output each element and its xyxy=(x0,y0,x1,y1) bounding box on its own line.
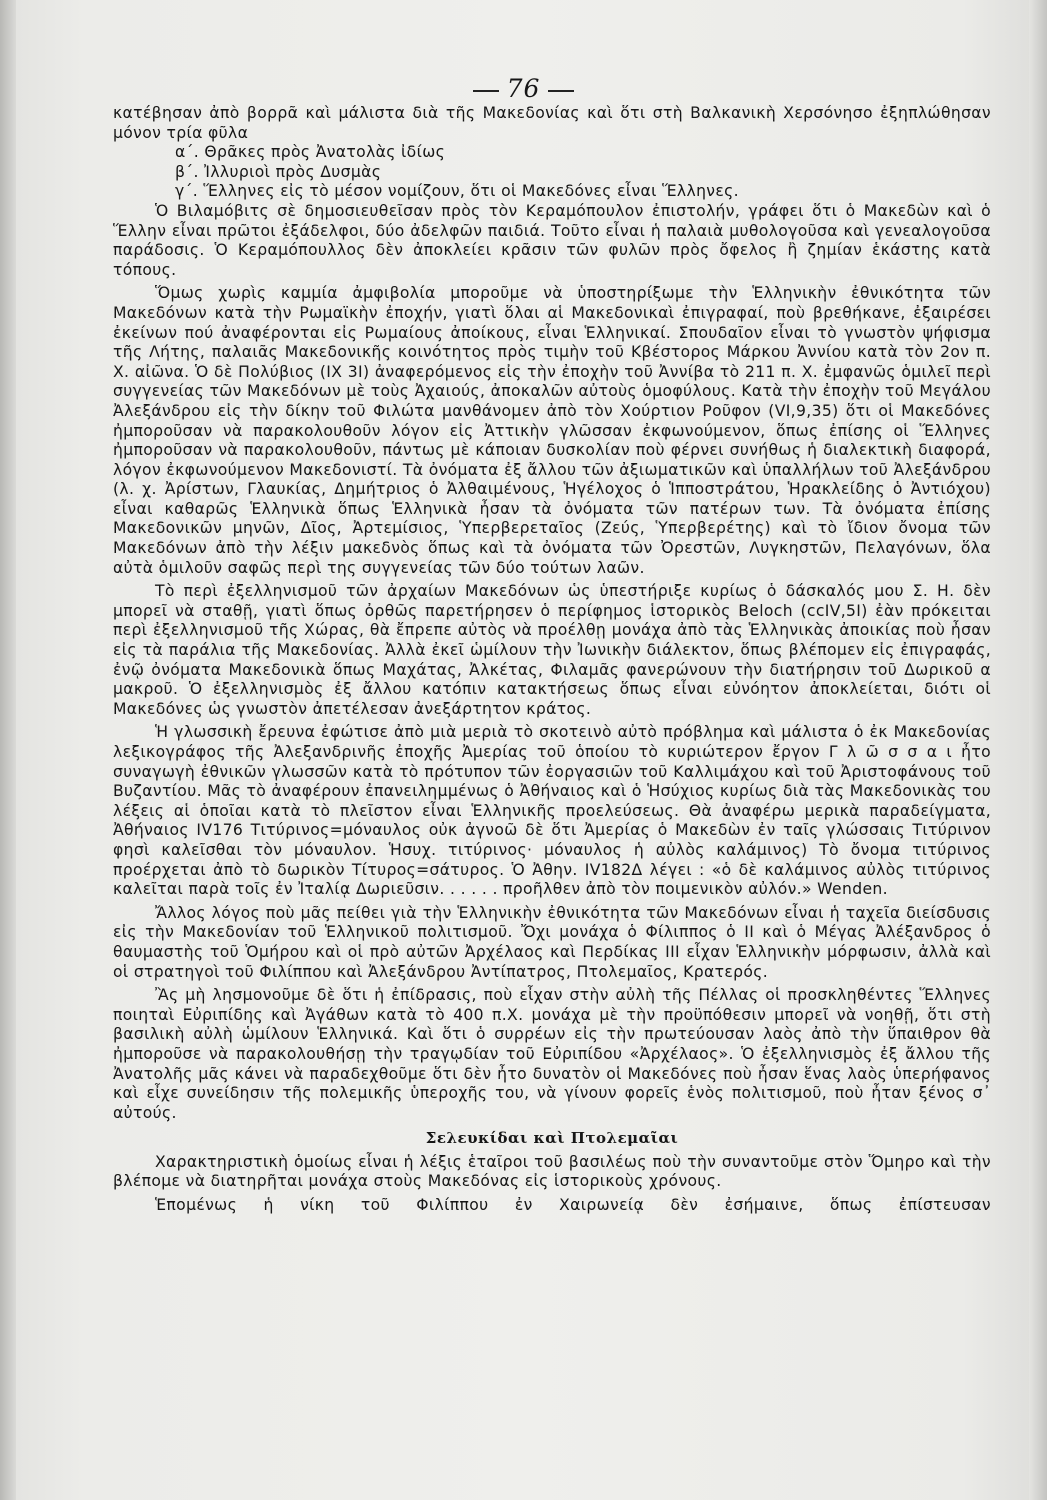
paragraph-greek-culture: Ἄλλος λόγος ποὺ μᾶς πείθει γιὰ τὴν Ἑλληνικὴν ἐθνικότητα τῶν Μακεδόνων εἶναι ἡ ταχεῖα διείσδυσις εἰς τὴν Μακεδονίαν τοῦ Ἑλληνικοῦ πολιτισμοῦ. Ὄχι μονάχα ὁ Φίλιππος ὁ ΙΙ καὶ ὁ Μέγας Ἀλέξανδρος ὁ θαυμαστὴς τοῦ Ὁμήρου καὶ οἱ πρὸ αὐτῶν Ἀρχέλαος καὶ Περδίκας ΙΙΙ εἶχαν Ἑλληνικὴν μόρφωσιν, ἀλλὰ καὶ οἱ στρατηγοὶ τοῦ Φιλίππου καὶ Ἀλεξάνδρου Ἀντίπατρος, Πτολεμαῖος, Κρατερός. xyxy=(113,903,991,981)
paragraph-hellenization: Τὸ περὶ ἐξελληνισμοῦ τῶν ἀρχαίων Μακεδόνων ὡς ὑπεστήριξε κυρίως ὁ δάσκαλός μου Σ. Η. δὲν μπορεῖ νὰ σταθῇ, γιατὶ ὅπως ὀρθῶς παρετήρησεν ὁ περίφημος ἱστορικὸς Beloch (ccIV,5I) ἐὰν πρόκειται περὶ ἐξελληνισμοῦ τῆς Χώρας, θὰ ἔπρεπε αὐτὸς νὰ προέλθῃ μονάχα ἀπὸ τὰς Ἑλληνικὰς ἀποικίας ποὺ ἦσαν εἰς τὰ παράλια τῆς Μακεδονίας. Ἀλλὰ ἐκεῖ ὡμίλουν τὴν Ἰωνικὴν διάλεκτον, ὅπως βλέπομεν εἰς ἐπιγραφάς, ἐνῷ ὀνόματα Μακεδονικὰ ὅπως Μαχάτας, Ἀλκέτας, Φιλαμᾶς φανερώνουν τὴν διατήρησιν τοῦ Δωρικοῦ α μακροῦ. Ὁ ἐξελληνισμὸς ἐξ ἄλλου κατόπιν κατακτήσεως ὅπως εἶναι εὐνόητον ἀποκλείεται, διότι οἱ Μακεδόνες ὡς γνωστὸν ἀπετέλεσαν ἀνεξάρτητον κράτος. xyxy=(113,582,991,718)
paragraph-continuation: κατέβησαν ἀπὸ βορρᾶ καὶ μάλιστα διὰ τῆς Μακεδονίας καὶ ὅτι στὴ Βαλκανικὴ Χερσόνησο ἐξηπλώθησαν μόνον τρία φῦλα xyxy=(113,104,991,142)
header-dash-left xyxy=(473,90,499,92)
paragraph-pella-court: Ἂς μὴ λησμονοῦμε δὲ ὅτι ἡ ἐπίδρασις, ποὺ εἶχαν στὴν αὐλὴ τῆς Πέλλας οἱ προσκληθέντες Ἕλληνες ποιηταὶ Εὐριπίδης καὶ Ἀγάθων κατὰ τὸ 400 π.Χ. μονάχα μὲ τὴν προϋπόθεσιν μπορεῖ νὰ νοηθῇ, ὅτι στὴ βασιλικὴ αὐλὴ ὡμίλουν Ἑλληνικά. Καὶ ὅτι ὁ συρρέων εἰς τὴν πρωτεύουσαν λαὸς ἀπὸ τὴν ὕπαιθρον θὰ ἠμποροῦσε νὰ παρακολουθήσῃ τὴν τραγῳδίαν τοῦ Εὐριπίδου «Ἀρχέλαος». Ὁ ἐξελληνισμὸς ἐξ ἄλλου τῆς Ἀνατολῆς μᾶς κάνει νὰ παραδεχθοῦμε ὅτι δὲν ἦτο δυνατὸν οἱ Μακεδόνες ποὺ ἦσαν ἕνας λαὸς ὑπερήφανος καὶ εἶχε συνείδησιν τῆς πολεμικῆς ὑπεροχῆς του, νὰ γίνουν φορεῖς ἑνὸς πολιτισμοῦ, ποὺ ἦταν ξένος σ᾽ αὐτούς. xyxy=(113,986,991,1122)
paragraph-linguistic-research: Ἡ γλωσσικὴ ἔρευνα ἐφώτισε ἀπὸ μιὰ μεριὰ τὸ σκοτεινὸ αὐτὸ πρόβλημα καὶ μάλιστα ὁ ἐκ Μακεδονίας λεξικογράφος τῆς Ἀλεξανδρινῆς ἐποχῆς Ἀμερίας τοῦ ὁποίου τὸ κυριώτερον ἔργον Γ λ ῶ σ σ α ι ἦτο συναγωγὴ ἐθνικῶν γλωσσῶν κατὰ τὸ πρότυπον τῶν ἐοργασιῶν τοῦ Καλλιμάχου καὶ τοῦ Ἀριστοφάνους τοῦ Βυζαντίου. Μᾶς τὸ ἀναφέρουν ἐπανειλημμένως ὁ Ἀθήναιος καὶ ὁ Ἡσύχιος κυρίως διὰ τὰς Μακεδονικὰς του λέξεις αἱ ὁποῖαι κατὰ τὸ πλεῖστον εἶναι Ἑλληνικῆς προελεύσεως. Θὰ ἀναφέρω μερικὰ παραδείγματα, Ἀθήναιος IV176 Τιτύρινος=μόναυλος οὐκ ἀγνοῶ δὲ ὅτι Ἀμερίας ὁ Μακεδὼν ἐν ταῖς γλώσσαις Τιτύρινον φησὶ καλεῖσθαι τὸν μόναυλον. Ἡσυχ. τιτύρινος· μόναυλος ἡ αὐλὸς καλάμινος) Τὸ ὄνομα τιτύρινος προέρχεται ἀπὸ τὸ δωρικὸν Τίτυρος=σάτυρος. Ὁ Ἀθην. IV182Δ λέγει : «ὁ δὲ καλάμινος αὐλὸς τιτύρινος καλεῖται παρὰ τοῖς ἐν Ἰταλίᾳ Δωριεῦσιν. . . . . . προῆλθεν ἀπὸ τὸν ποιμενικὸν αὐλόν.» Wenden. xyxy=(113,723,991,899)
page-header xyxy=(0,74,1047,103)
page-right-edge-shadow xyxy=(1029,0,1047,1500)
list-item-illyrians: β΄. Ἰλλυριοὶ πρὸς Δυσμὰς xyxy=(175,162,382,181)
paragraph-hetairoi: Χαρακτηριστικὴ ὁμοίως εἶναι ἡ λέξις ἑταῖροι τοῦ βασιλέως ποὺ τὴν συναντοῦμε στὸν Ὅμηρο καὶ τὴν βλέπομε νὰ διατηρῆται μονάχα στοὺς Μακεδόνας εἰς ἱστορικοὺς χρόνους. xyxy=(113,1152,991,1191)
page-number: 76 xyxy=(506,74,541,103)
list-item-thracians: α΄. Θρᾶκες πρὸς Ἀνατολὰς ἰδίως xyxy=(175,143,446,162)
section-title: Σελευκίδαι καὶ Πτολεμαῖαι xyxy=(425,1129,679,1148)
page-left-edge-shadow xyxy=(0,0,16,1500)
header-dash-right xyxy=(548,90,574,92)
page-body xyxy=(113,104,991,1216)
paragraph-roman-era: Ὅμως χωρὶς καμμία ἀμφιβολία μποροῦμε νὰ ὑποστηρίξωμε τὴν Ἑλληνικὴν ἐθνικότητα τῶν Μακεδόνων κατὰ τὴν Ρωμαϊκὴν ἐποχήν, γιατὶ ὅλαι αἱ Μακεδονικαὶ ἐπιγραφαί, ποὺ βρεθήκανε, ἐξαιρέσει ἐκείνων πού ἀναφέρονται εἰς Ρωμαίους ἀποίκους, εἶναι Ἑλληνικαί. Σπουδαῖον εἶναι τὸ γνωστὸν ψήφισμα τῆς Λήτης, παλαιᾶς Μακεδονικῆς κοινότητος πρὸς τιμὴν τοῦ Κβέστορος Μάρκου Ἀννίου κατὰ τὸν 2ον π. Χ. αἰῶνα. Ὁ δὲ Πολύβιος (ΙΧ 3Ι) ἀναφερόμενος εἰς τὴν ἐποχὴν τοῦ Ἀννίβα τὸ 211 π. Χ. ἐμφανῶς ὁμιλεῖ περὶ συγγενείας τῶν Μακεδόνων μὲ τοὺς Ἀχαιούς, ἀποκαλῶν αὐτοὺς ὁμοφύλους. Κατὰ τὴν ἐποχὴν τοῦ Μεγάλου Ἀλεξάνδρου εἰς τὴν δίκην τοῦ Φιλώτα μανθάνομεν ἀπὸ τὸν Χούρτιον Ροῦφον (VI,9,35) ὅτι οἱ Μακεδόνες ἠμποροῦσαν νὰ παρακολουθοῦν λόγον εἰς Ἀττικὴν γλῶσσαν ἐκφωνούμενον, ὅπως ἐπίσης οἱ Ἕλληνες ἠμποροῦσαν νὰ παρακολουθοῦν, πάντως μὲ κάποιαν δυσκολίαν ποὺ φέρνει συνήθως ἡ διαλεκτικὴ διαφορά, λόγον ἐκφωνούμενον Μακεδονιστί. Τὰ ὀνόματα ἐξ ἄλλου τῶν ἀξιωματικῶν καὶ ὑπαλλήλων τοῦ Ἀλεξάνδρου (λ. χ. Ἀρίστων, Γλαυκίας, Δημήτριος ὁ Ἀλθαιμένους, Ἡγέλοχος ὁ Ἱπποστράτου, Ἡρακλείδης ὁ Ἀντιόχου) εἶναι καθαρῶς Ἑλληνικὰ ὅπως Ἑλληνικὰ ἦσαν τὰ ὀνόματα τῶν πατέρων των. Τὰ ὀνόματα ἐπίσης Μακεδονικῶν μηνῶν, Δῖος, Ἀρτεμίσιος, Ὑπερβερεταῖος (Ζεύς, Ὑπερβερέτης) καὶ τὸ ἴδιον ὄνομα τῶν Μακεδόνων ἀπὸ τὴν λέξιν μακεδνὸς ὅπως καὶ τὰ ὀνόματα τῶν Ὀρεστῶν, Λυγκηστῶν, Πελαγόνων, ὅλα αὐτὰ ὁμιλοῦν σαφῶς περὶ της συγγενείας τῶν δύο τούτων λαῶν. xyxy=(113,284,991,577)
list-item-greeks: γ΄. Ἕλληνες εἰς τὸ μέσον νομίζουν, ὅτι οἱ Μακεδόνες εἶναι Ἕλληνες. xyxy=(175,182,739,201)
paragraph-wilamowitz: Ὁ Βιλαμόβιτς σὲ δημοσιευθεῖσαν πρὸς τὸν Κεραμόπουλον ἐπιστολήν, γράφει ὅτι ὁ Μακεδὼν καὶ ὁ Ἕλλην εἶναι πρῶτοι ἐξάδελφοι, δύο ἀδελφῶν παιδιά. Τοῦτο εἶναι ἡ παλαιὰ μυθολογοῦσα καὶ γενεαλογοῦσα παράδοσις. Ὁ Κεραμόπουλλος δὲν ἀποκλείει κρᾶσιν τῶν φυλῶν πρὸς ὄφελος ἢ ζημίαν ἑκάστης κατὰ τόπους. xyxy=(113,201,991,279)
paragraph-chaeronea: Ἑπομένως ἡ νίκη τοῦ Φιλίππου ἐν Χαιρωνείᾳ δὲν ἐσήμαινε, ὅπως ἐπίστευσαν xyxy=(155,1196,991,1215)
